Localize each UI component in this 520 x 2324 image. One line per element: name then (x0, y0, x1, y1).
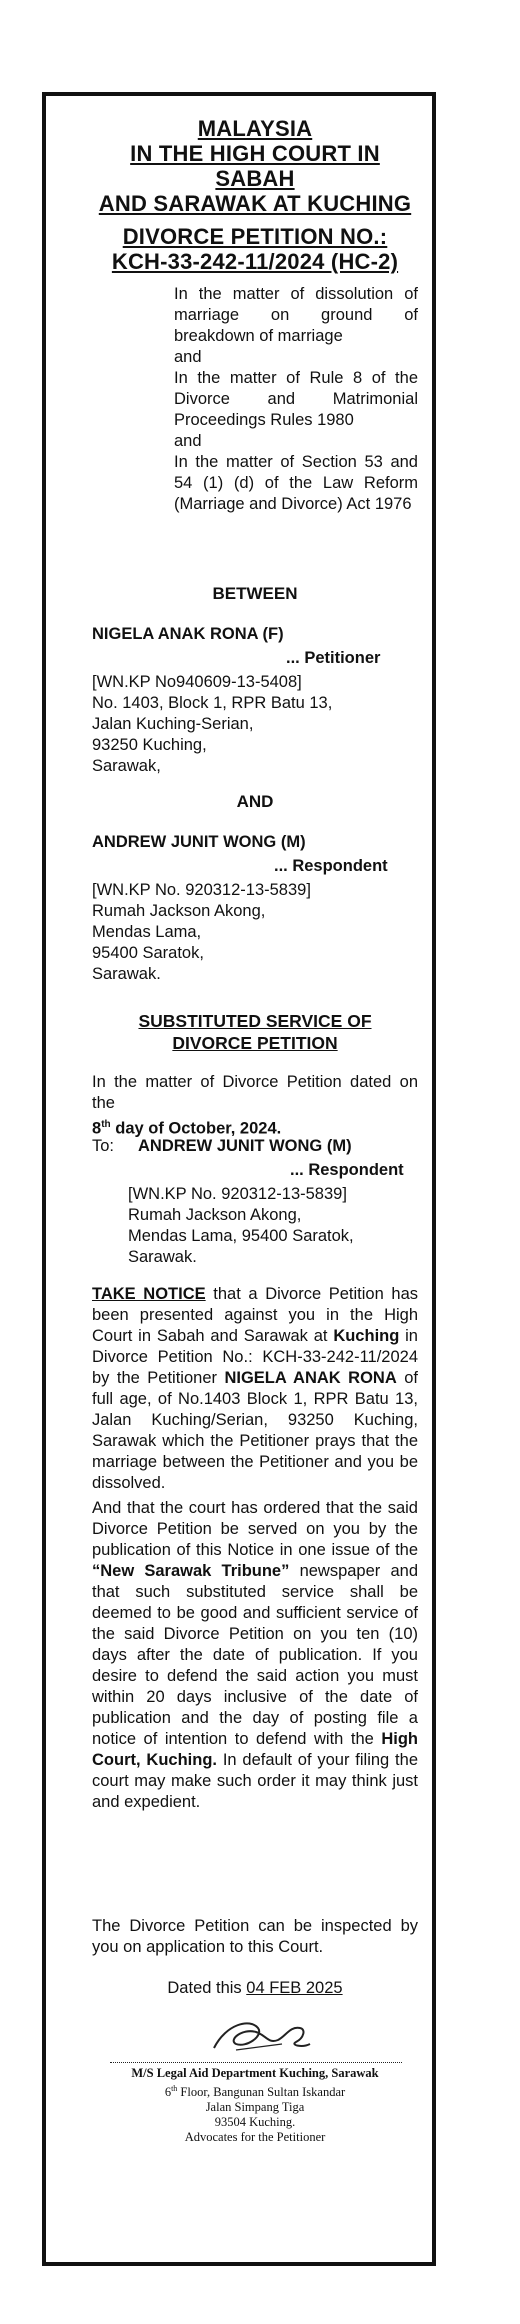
dated-line-date: 04 FEB 2025 (246, 1979, 343, 1997)
matter-and-1: and (174, 348, 202, 366)
firm-name: M/S Legal Aid Department Kuching, Sarawak (131, 2066, 379, 2080)
firm-floor-number: 6 (164, 2085, 172, 2100)
petitioner-ic: [WN.KP No940609-13-5408] (92, 673, 302, 691)
petitioner-address-line: No. 1403, Block 1, RPR Batu 13, (92, 694, 333, 712)
between-label: BETWEEN (212, 584, 298, 603)
legal-notice (42, 92, 436, 2266)
to-address-line: Rumah Jackson Akong, (128, 1206, 302, 1224)
petitioner-address-line: Sarawak, (92, 757, 161, 775)
heading-country: MALAYSIA (197, 116, 313, 141)
heading-court-2: AND SARAWAK AT KUCHING (98, 191, 412, 216)
heading-petition-label: DIVORCE PETITION NO.: (122, 224, 388, 249)
firm-floor-suffix: th (171, 2084, 178, 2093)
petitioner-address-line: Jalan Kuching-Serian, (92, 715, 254, 733)
signature-icon (206, 2014, 316, 2060)
order-court: High Court, Kuching. (92, 1730, 418, 1769)
order-text-2: newspaper and that such substituted service shall be deemed to be good and sufficient service of the said Divorce Petition on you ten (10) days after the date of publication. If you desire to defend the said action you must within 20 days inclusive of the date of publication and the day of posting file a notice of intention to defend with the (92, 1562, 419, 1748)
take-notice-petitioner: NIGELA ANAK RONA (224, 1369, 397, 1387)
to-address-line: Mendas Lama, 95400 Saratok, (128, 1227, 354, 1245)
matter-2: In the matter of Rule 8 of the Divorce and Matrimonial Proceedings Rules 1980 (174, 369, 418, 429)
take-notice-kuching: Kuching (333, 1327, 400, 1345)
order-text-1: And that the court has ordered that the said Divorce Petition be served on you by the publication of this Notice in one issue of the (92, 1499, 418, 1559)
heading-petition-number: KCH-33-242-11/2024 (HC-2) (111, 249, 399, 274)
respondent-address-line: 95400 Saratok, (92, 944, 204, 962)
dated-line (92, 1978, 418, 1999)
firm-address-line: Jalan Simpang Tiga (205, 2100, 305, 2115)
take-notice-paragraph (92, 1284, 418, 1494)
matter-3: In the matter of Section 53 and 54 (1) (d) of the Law Reform (Marriage and Divorce) Act 1976 (174, 453, 418, 513)
matter-1: In the matter of dissolution of marriage on ground of breakdown of marriage (174, 285, 418, 345)
to-address-line: Sarawak. (128, 1248, 197, 1266)
heading (92, 116, 418, 274)
dated-rest: day of October, 2024. (115, 1119, 282, 1138)
take-notice-text-3: of full age, of No.1403 Block 1, RPR Batu 13, Jalan Kuching/Serian, 93250 Kuching, Sarawak which the Petitioner prays that the marriage between the Petitioner and you be dissolved. (92, 1369, 418, 1492)
petitioner-role: ... Petitioner (286, 649, 381, 667)
respondent-address-line: Rumah Jackson Akong, (92, 902, 266, 920)
inspect-paragraph: The Divorce Petition can be inspected by you on application to this Court. (92, 1917, 418, 1956)
to-ic: [WN.KP No. 920312-13-5839] (128, 1185, 347, 1203)
firm-role: Advocates for the Petitioner (184, 2130, 326, 2145)
firm-block (92, 2066, 418, 2145)
take-notice-lead: TAKE NOTICE (92, 1285, 206, 1303)
signature-line (110, 2062, 402, 2063)
dated-line-label: Dated this (167, 1979, 247, 1997)
petitioner-address-line: 93250 Kuching, (92, 736, 207, 754)
firm-floor-rest: Floor, Bangunan Sultan Iskandar (177, 2085, 346, 2100)
respondent-address (92, 880, 311, 985)
to-role: ... Respondent (290, 1161, 404, 1179)
respondent-address-line: Sarawak. (92, 965, 161, 983)
and-label: AND (236, 792, 274, 811)
respondent-ic: [WN.KP No. 920312-13-5839] (92, 881, 311, 899)
dated-text: In the matter of Divorce Petition dated on the (92, 1073, 418, 1112)
respondent-role: ... Respondent (274, 857, 388, 875)
substituted-service-title (92, 1010, 418, 1054)
respondent-name: ANDREW JUNIT WONG (M) (92, 833, 306, 851)
respondent-address-line: Mendas Lama, (92, 923, 202, 941)
to-address (128, 1184, 354, 1268)
petitioner-address (92, 672, 332, 777)
order-newspaper: “New Sarawak Tribune” (92, 1562, 290, 1580)
matters-block (174, 284, 418, 515)
petitioner-name: NIGELA ANAK RONA (F) (92, 625, 284, 643)
take-notice-text-1: that a Divorce Petition has been presented against you in the High Court in Sabah and Sarawak at (92, 1285, 418, 1345)
to-label: To: (92, 1137, 115, 1155)
dated-day-suffix: th (101, 1119, 111, 1130)
to-name: ANDREW JUNIT WONG (M) (138, 1137, 352, 1155)
dated-paragraph (92, 1072, 418, 1140)
order-paragraph (92, 1498, 418, 1813)
order-text-3: In default of your filing the court may make such order it may think just and expedient. (92, 1751, 418, 1811)
firm-address-line: 93504 Kuching. (214, 2115, 296, 2130)
dated-day: 8 (92, 1119, 102, 1138)
substituted-service-title-2: DIVORCE PETITION (172, 1033, 338, 1053)
substituted-service-title-1: SUBSTITUTED SERVICE OF (138, 1011, 372, 1031)
heading-court-1: IN THE HIGH COURT IN SABAH (130, 141, 380, 191)
take-notice-text-2: in Divorce Petition No.: KCH-33-242-11/2024 by the Petitioner (92, 1327, 418, 1387)
firm-floor (92, 2081, 418, 2100)
matter-and-2: and (174, 432, 202, 450)
